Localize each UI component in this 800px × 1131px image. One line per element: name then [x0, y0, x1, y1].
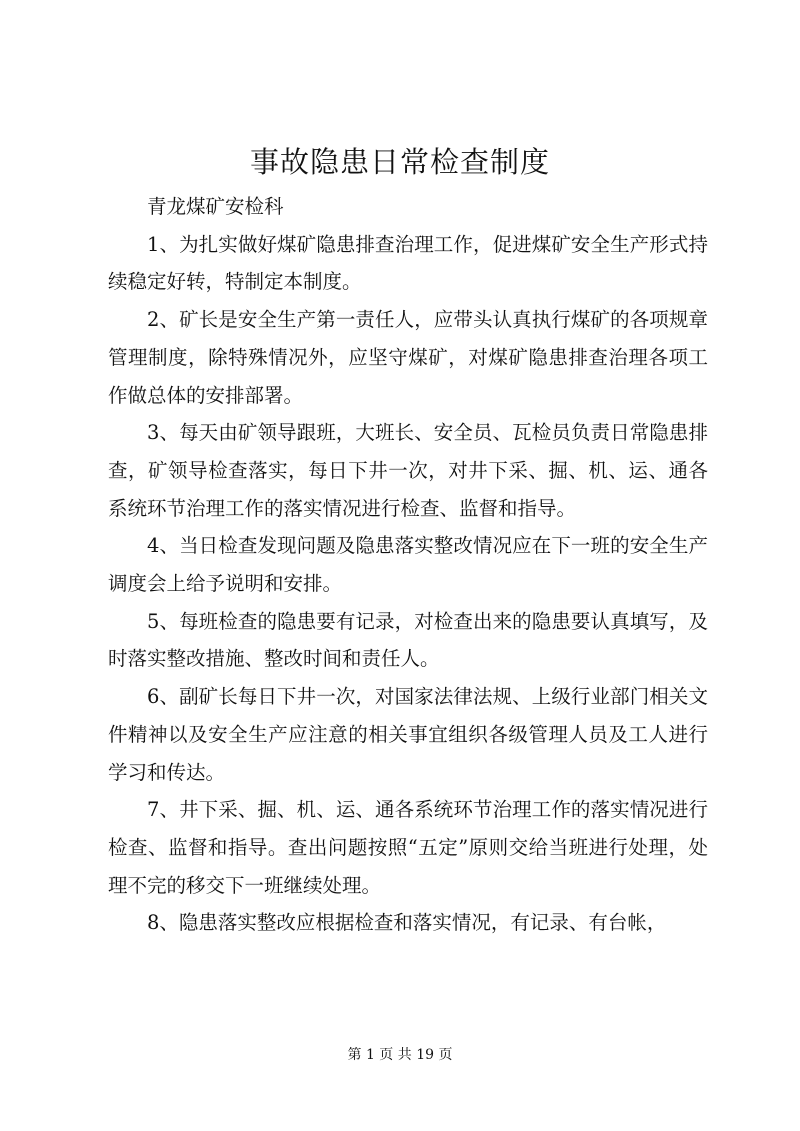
paragraph-5: 5、每班检查的隐患要有记录，对检查出来的隐患要认真填写，及时落实整改措施、整改时间和责任人。	[108, 609, 708, 671]
paragraph-8: 8、隐患落实整改应根据检查和落实情况，有记录、有台帐，	[147, 911, 667, 935]
document-body	[108, 188, 708, 942]
paragraph-1: 1、为扎实做好煤矿隐患排查治理工作，促进煤矿安全生产形式持续稳定好转，特制定本制度。	[108, 232, 708, 294]
paragraph-6: 6、副矿长每日下井一次，对国家法律法规、上级行业部门相关文件精神以及安全生产应注意的相关事宜组织各级管理人员及工人进行学习和传达。	[108, 685, 708, 784]
paragraph-7: 7、井下采、掘、机、运、通各系统环节治理工作的落实情况进行检查、监督和指导。查出问题按照“五定”原则交给当班进行处理，处理不完的移交下一班继续处理。	[108, 798, 708, 897]
paragraph-2: 2、矿长是安全生产第一责任人，应带头认真执行煤矿的各项规章管理制度，除特殊情况外，应坚守煤矿，对煤矿隐患排查治理各项工作做总体的安排部署。	[108, 308, 708, 407]
document-title: 事故隐患日常检查制度	[249, 145, 550, 179]
page-number-footer: 第 1 页 共 19 页	[347, 1047, 453, 1063]
department-line: 青龙煤矿安检科	[147, 195, 284, 218]
paragraph-3: 3、每天由矿领导跟班，大班长、安全员、瓦检员负责日常隐患排查，矿领导检查落实，每日下井一次，对井下采、掘、机、运、通各系统环节治理工作的落实情况进行检查、监督和指导。	[108, 421, 708, 520]
paragraph-4: 4、当日检查发现问题及隐患落实整改情况应在下一班的安全生产调度会上给予说明和安排。	[108, 534, 708, 596]
